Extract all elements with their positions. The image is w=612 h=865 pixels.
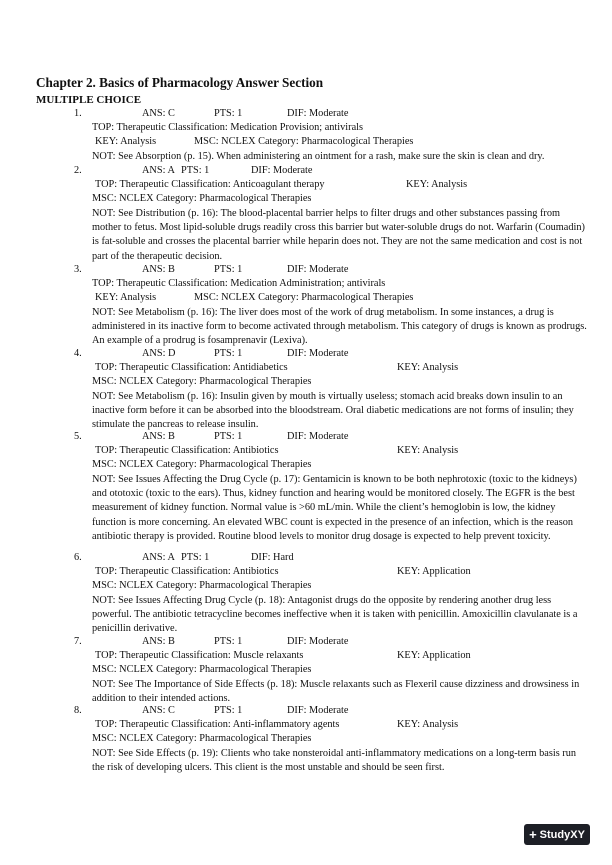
- difficulty-value: DIF: Moderate: [287, 705, 349, 716]
- note-paragraph: NOT: See Absorption (p. 15). When administering an ointment for a rash, make sure the skin is clean and dry.: [92, 151, 545, 162]
- note-paragraph: NOT: See Metabolism (p. 16): The liver does most of the work of drug metabolism. In some instances, a drug is administered in its inactive form to become activated through metabolism. This category of drugs is known as prodrugs. An example of a prodrug is fosamprenavir (Lexiva).: [92, 307, 587, 347]
- points-value: PTS: 1: [214, 108, 243, 119]
- page-title: Chapter 2. Basics of Pharmacology Answer Section: [36, 75, 324, 90]
- difficulty-value: DIF: Moderate: [287, 348, 349, 359]
- question-number: 2.: [74, 165, 82, 176]
- difficulty-value: DIF: Moderate: [287, 431, 349, 442]
- answer-value: ANS: B: [142, 264, 175, 275]
- points-value: PTS: 1: [214, 264, 243, 275]
- topic-line: TOP: Therapeutic Classification: Antibiotics: [95, 445, 279, 456]
- answer-value: ANS: C: [142, 705, 175, 716]
- note-paragraph: NOT: See Metabolism (p. 16): Insulin given by mouth is virtually useless; stomach acid breaks down insulin to an inactive form before it can be absorbed into the bloodstream. Oral diabetic medications are not forms of insulin; they stimulate the pancreas to release insulin.: [92, 391, 574, 431]
- topic-line: TOP: Therapeutic Classification: Medication Administration; antivirals: [92, 278, 386, 289]
- difficulty-value: DIF: Hard: [251, 552, 294, 563]
- question-number: 1.: [74, 108, 82, 119]
- plus-icon: +: [529, 827, 537, 842]
- question-number: 6.: [74, 552, 82, 563]
- key-line: KEY: Application: [397, 566, 471, 577]
- question-number: 3.: [74, 264, 82, 275]
- topic-line: TOP: Therapeutic Classification: Muscle relaxants: [95, 650, 304, 661]
- msc-line: MSC: NCLEX Category: Pharmacological Therapies: [92, 376, 312, 387]
- note-paragraph: NOT: See Side Effects (p. 19): Clients who take nonsteroidal anti-inflammatory medications on a long-term basis run the risk of developing ulcers. This client is the most unstable and should be seen first.: [92, 748, 576, 774]
- topic-line: TOP: Therapeutic Classification: Medication Provision; antivirals: [92, 122, 364, 133]
- question-number: 8.: [74, 705, 82, 716]
- note-paragraph: NOT: See The Importance of Side Effects (p. 18): Muscle relaxants such as Flexeril cause dizziness and drowsiness in addition to their intended actions.: [92, 679, 580, 705]
- msc-line: MSC: NCLEX Category: Pharmacological Therapies: [92, 733, 312, 744]
- topic-line: TOP: Therapeutic Classification: Anticoagulant therapy: [95, 179, 325, 190]
- topic-line: TOP: Therapeutic Classification: Anti-inflammatory agents: [95, 719, 340, 730]
- points-value: PTS: 1: [181, 552, 210, 563]
- points-value: PTS: 1: [214, 431, 243, 442]
- question-number: 5.: [74, 431, 82, 442]
- answer-value: ANS: B: [142, 431, 175, 442]
- msc-line: MSC: NCLEX Category: Pharmacological Therapies: [92, 459, 312, 470]
- note-paragraph: NOT: See Distribution (p. 16): The blood-placental barrier helps to filter drugs and other substances passing from mother to fetus. Most lipid-soluble drugs readily cross this barrier but water-soluble drugs do not. Warfarin (Coumadin) is fat-soluble and crosses the placental barrier while heparin does not. They are not the same medication and cost is not part of the therapeutic decision.: [92, 208, 585, 262]
- note-paragraph: NOT: See Issues Affecting the Drug Cycle (p. 17): Gentamicin is known to be both nephrotoxic (toxic to the kidneys) and ototoxic (toxic to the ears). Thus, kidney function and hearing would be monitored closely. The EGFR is the best measurement of kidney function. Normal value is >60 mL/min. While the client’s hemoglobin is low, the kidney function is more concerning. An elevated WBC count is expected in the presence of an infection, which is the reason antibiotic therapy is provided. Routine blood levels to monitor drug dosage is expected to help prevent toxicity.: [92, 474, 577, 542]
- topic-line: TOP: Therapeutic Classification: Antibiotics: [95, 566, 279, 577]
- difficulty-value: DIF: Moderate: [287, 636, 349, 647]
- key-line: KEY: Analysis: [397, 445, 459, 456]
- studyxy-watermark-logo[interactable]: [524, 824, 590, 845]
- note-paragraph: NOT: See Issues Affecting Drug Cycle (p. 18): Antagonist drugs do the opposite by rendering another drug less powerful. The antibiotic tetracycline becomes ineffective when it is taken with penicillin. Amoxicillin clavulanate is a penicillin derivative.: [92, 595, 578, 635]
- msc-line: MSC: NCLEX Category: Pharmacological Therapies: [194, 136, 414, 147]
- msc-line: MSC: NCLEX Category: Pharmacological Therapies: [92, 193, 312, 204]
- msc-line: MSC: NCLEX Category: Pharmacological Therapies: [92, 664, 312, 675]
- difficulty-value: DIF: Moderate: [251, 165, 313, 176]
- difficulty-value: DIF: Moderate: [287, 264, 349, 275]
- key-line: KEY: Analysis: [95, 292, 157, 303]
- question-number: 4.: [74, 348, 82, 359]
- key-line: KEY: Analysis: [397, 362, 459, 373]
- watermark-text: StudyXY: [539, 828, 585, 841]
- key-line: KEY: Analysis: [95, 136, 157, 147]
- answer-value: ANS: A: [142, 552, 175, 563]
- answer-value: ANS: D: [142, 348, 176, 359]
- key-line: KEY: Application: [397, 650, 471, 661]
- msc-line: MSC: NCLEX Category: Pharmacological Therapies: [92, 580, 312, 591]
- section-heading: MULTIPLE CHOICE: [36, 94, 142, 106]
- points-value: PTS: 1: [181, 165, 210, 176]
- msc-line: MSC: NCLEX Category: Pharmacological Therapies: [194, 292, 414, 303]
- question-number: 7.: [74, 636, 82, 647]
- difficulty-value: DIF: Moderate: [287, 108, 349, 119]
- answer-value: ANS: A: [142, 165, 175, 176]
- key-line: KEY: Analysis: [397, 719, 459, 730]
- points-value: PTS: 1: [214, 636, 243, 647]
- points-value: PTS: 1: [214, 705, 243, 716]
- points-value: PTS: 1: [214, 348, 243, 359]
- key-line: KEY: Analysis: [406, 179, 468, 190]
- answer-value: ANS: B: [142, 636, 175, 647]
- answer-value: ANS: C: [142, 108, 175, 119]
- topic-line: TOP: Therapeutic Classification: Antidiabetics: [95, 362, 288, 373]
